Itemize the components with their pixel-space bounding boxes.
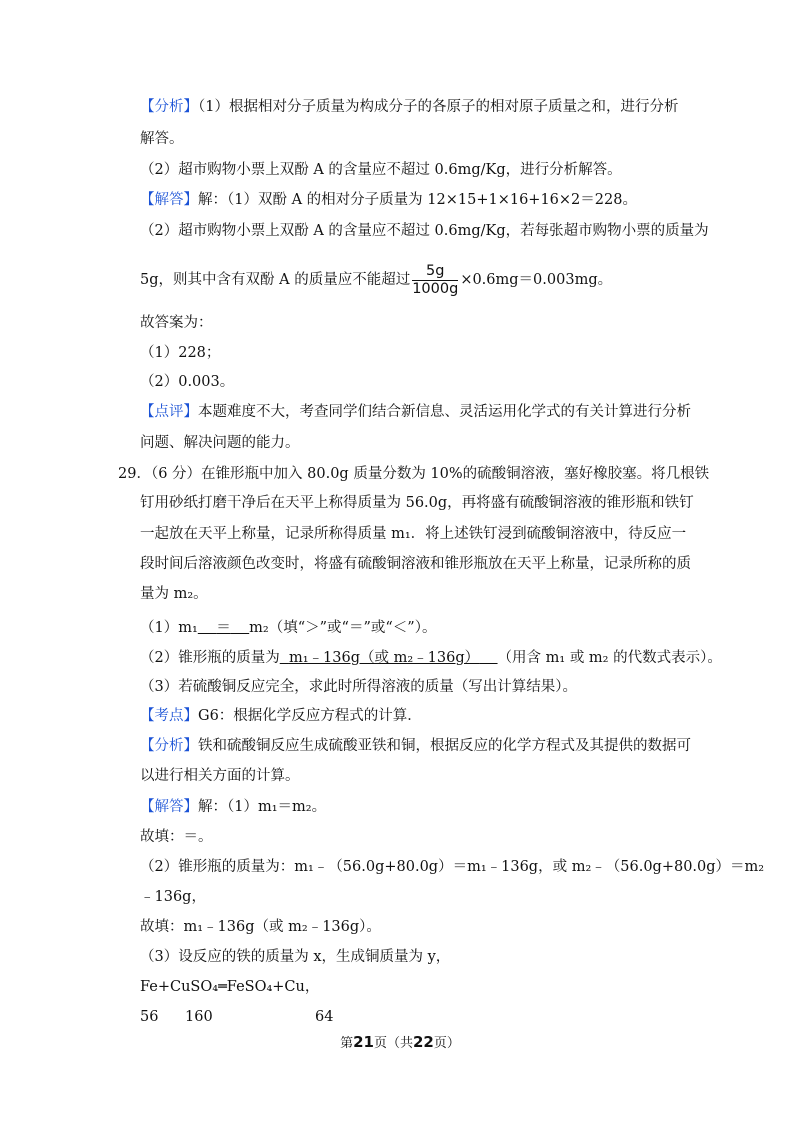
q29-answer-line-2: （2）锥形瓶的质量为：m₁﹣（56.0g+80.0g）＝m₁﹣136g，或 m₂﹣（56.0g+80.0g）＝m₂ [140, 859, 765, 875]
sub-question-1 [140, 618, 436, 638]
answer-text: 解：（1）双酚 A 的相对分子质量为 12×15+1×16+16×2＝228。 [198, 192, 637, 208]
answer-tag: 【解答】 [140, 192, 198, 208]
comment-tag: 【点评】 [140, 404, 198, 420]
q29-answer-line-1 [140, 797, 326, 817]
kaodian-line [140, 706, 422, 726]
answer-line-3 [140, 262, 612, 298]
sub-question-1-suffix: m₂（填“＞”或“＝”或“＜”）。 [249, 620, 437, 636]
answer-text-3a: 5g，则其中含有双酚 A 的质量应不能超过 [140, 272, 411, 288]
conclusion-answer-1: （1）228； [140, 345, 221, 361]
sub-question-2-suffix: （用含 m₁ 或 m₂ 的代数式表示）。 [497, 650, 722, 666]
q29-analysis-tag: 【分析】 [140, 738, 198, 754]
q29-fill-1: 故填：＝。 [140, 829, 213, 845]
sub-question-2 [140, 648, 722, 668]
fraction-denominator: 1000g [412, 280, 459, 297]
sub-question-2-prefix: （2）锥形瓶的质量为 [140, 650, 280, 666]
equation-number-fe: 56 [140, 1009, 159, 1025]
answer-text-3b: ×0.6mg＝0.003mg。 [460, 272, 613, 288]
analysis-line-2: 解答。 [140, 131, 184, 147]
page-number: 21 [353, 1033, 374, 1051]
analysis-line-3: （2）超市购物小票上双酚 A 的含量应不超过 0.6mg/Kg，进行分析解答。 [140, 162, 622, 178]
equation-number-cu: 64 [315, 1009, 334, 1025]
sub-question-2-answer [280, 650, 498, 666]
answer-line-1 [140, 190, 637, 210]
q29-fill-2: 故填：m₁﹣136g（或 m₂﹣136g）。 [140, 919, 381, 935]
total-pages: 22 [413, 1033, 434, 1051]
chemical-equation: Fe+CuSO₄═FeSO₄+Cu， [140, 979, 320, 995]
q29-answer-line-3: ﹣136g， [140, 889, 206, 905]
question-29-line-3: 一起放在天平上称量，记录所称得质量 m₁．将上述铁钉浸到硫酸铜溶液中，待反应一 [140, 526, 687, 542]
kaodian-tag: 【考点】 [140, 708, 198, 724]
q29-answer-tag: 【解答】 [140, 799, 198, 815]
question-29-line-2: 钉用砂纸打磨干净后在天平上称得质量为 56.0g，再将盛有硫酸铜溶液的锥形瓶和铁钉 [140, 495, 694, 511]
kaodian-text: G6：根据化学反应方程式的计算． [198, 708, 422, 724]
q29-analysis-line-1 [140, 736, 691, 756]
analysis-tag: 【分析】 [140, 99, 198, 115]
question-29-line-4: 段时间后溶液颜色改变时，将盛有硫酸铜溶液和锥形瓶放在天平上称量，记录所称的质 [140, 556, 691, 572]
q29-answer-line-4: （3）设反应的铁的质量为 x，生成铜质量为 y， [140, 949, 451, 965]
conclusion-answer-2: （2）0.003。 [140, 374, 235, 390]
footer-middle: 页（共 [373, 1036, 413, 1051]
sub-question-3: （3）若硫酸铜反应完全，求此时所得溶液的质量（写出计算结果）。 [140, 679, 577, 695]
footer-suffix: 页） [433, 1036, 460, 1051]
conclusion-label: 故答案为： [140, 315, 213, 331]
q29-analysis-text: 铁和硫酸铜反应生成硫酸亚铁和铜，根据反应的化学方程式及其提供的数据可 [198, 738, 691, 754]
answer-line-2: （2）超市购物小票上双酚 A 的含量应不超过 0.6mg/Kg，若每张超市购物小票的质量为 [140, 223, 709, 239]
page-footer [0, 1032, 800, 1051]
sub-question-1-answer-text: ＝ [216, 620, 231, 636]
equation-number-cuso4: 160 [185, 1009, 213, 1025]
sub-question-1-prefix: （1）m₁ [140, 620, 198, 636]
sub-question-1-answer [198, 620, 249, 636]
question-29-line-1: 29．（6 分）在锥形瓶中加入 80.0g 质量分数为 10%的硫酸铜溶液，塞好橡胶塞。将几根铁 [118, 466, 710, 482]
q29-answer-text: 解：（1）m₁＝m₂。 [198, 799, 327, 815]
fraction [412, 263, 458, 298]
analysis-line-1 [140, 97, 678, 117]
question-29-line-5: 量为 m₂。 [140, 586, 208, 602]
comment-line-1 [140, 402, 691, 422]
footer-prefix: 第 [340, 1036, 354, 1051]
comment-text: 本题难度不大，考查同学们结合新信息、灵活运用化学式的有关计算进行分析 [198, 404, 691, 420]
analysis-text: （1）根据相对分子质量为构成分子的各原子的相对原子质量之和，进行分析 [198, 99, 679, 115]
fraction-numerator: 5g [412, 263, 458, 281]
comment-line-2: 问题、解决问题的能力。 [140, 435, 300, 451]
q29-analysis-line-2: 以进行相关方面的计算。 [140, 768, 300, 784]
sub-question-2-answer-text: m₁﹣136g（或 m₂﹣136g） [288, 650, 480, 666]
